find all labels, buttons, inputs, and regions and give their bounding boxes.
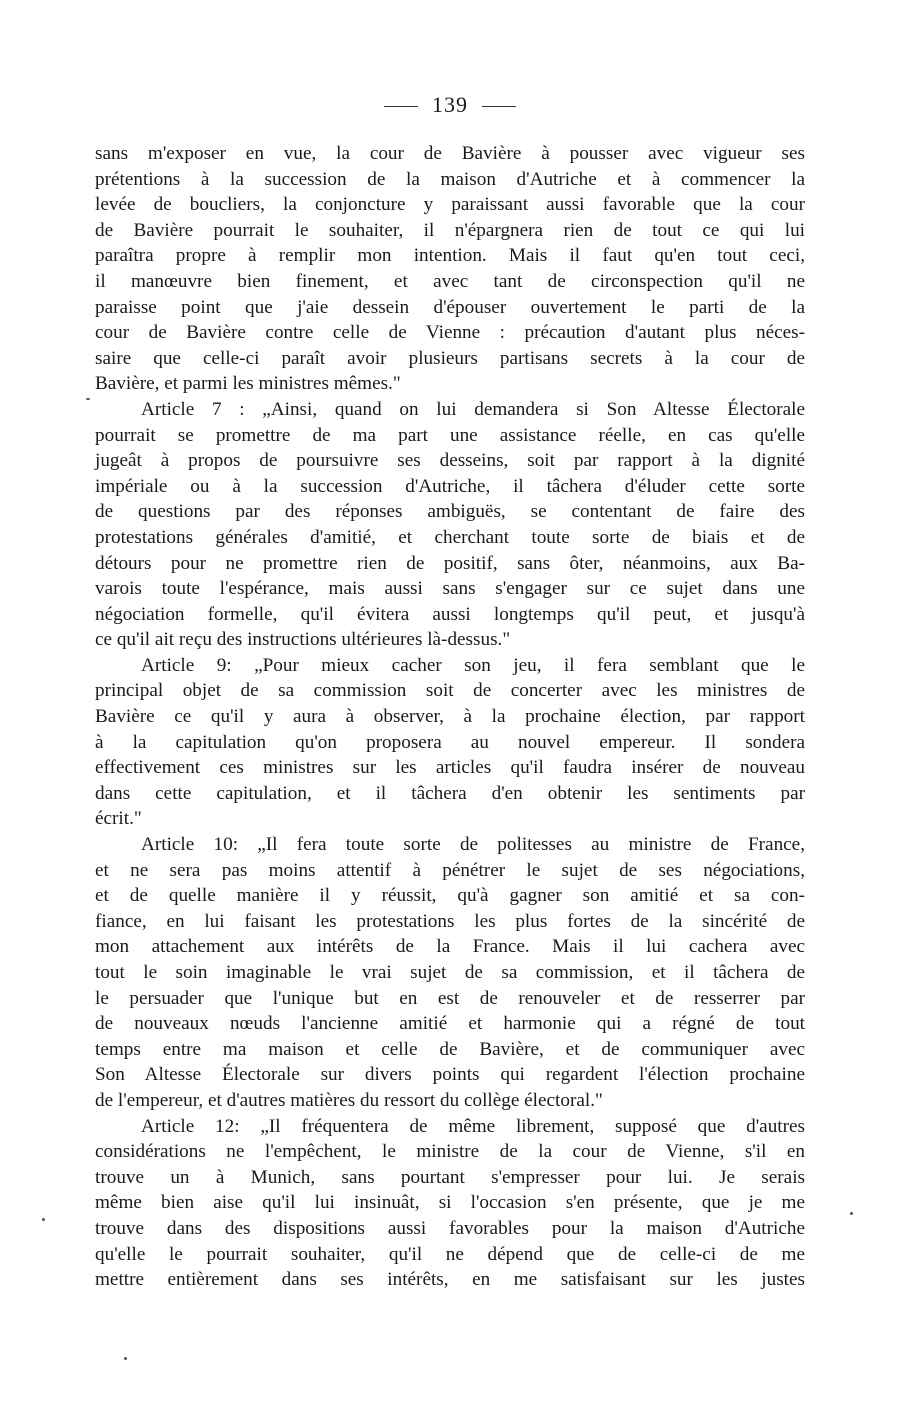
text-line: Son Altesse Électorale sur divers points qui regardent l'élection prochaine [95,1064,805,1086]
text-line: et ne sera pas moins attentif à pénétrer le sujet de ses négociations, [95,859,805,881]
text-line: prétentions à la succession de la maison d'Autriche et à commencer la [95,168,805,190]
text-line: fiance, en lui faisant les protestations les plus fortes de la sincérité de [95,910,805,932]
text-line: principal objet de sa commission soit de concerter avec les ministres de [95,680,805,702]
text-line: paraisse point que j'aie dessein d'épouser ouvertement le parti de la [95,296,805,318]
article-7-first-line: Article 7 : „Ainsi, quand on lui demandera si Son Altesse Électorale [141,398,805,420]
page-number: 139 [432,92,468,117]
text-line: jugeât à propos de poursuivre ses desseins, soit par rapport à la dignité [95,450,805,472]
article-12-first-line: Article 12: „Il fréquentera de même librement, supposé que d'autres [141,1115,805,1137]
body-text [95,141,805,1293]
text-line: à la capitulation qu'on proposera au nouvel empereur. Il sondera [95,731,805,753]
text-line: tout le soin imaginable le vrai sujet de sa commission, et il tâchera de [95,962,805,983]
text-line: de Bavière pourrait le souhaiter, il n'épargnera rien de tout ce qui lui [95,219,805,241]
text-line: effectivement ces ministres sur les articles qu'il faudra insérer de nouveau [95,757,805,779]
article-9-first-line: Article 9: „Pour mieux cacher son jeu, il fera semblant que le [141,654,805,676]
text-line: paraîtra propre à remplir mon intention. Mais il faut qu'en tout ceci, [95,245,805,267]
scan-speck [124,1357,127,1360]
text-line: cour de Bavière contre celle de Vienne : précaution d'autant plus néces- [95,322,805,344]
scan-speck [86,398,90,400]
text-line: sans m'exposer en vue, la cour de Bavière à pousser avec vigueur ses [95,143,805,164]
text-line: ce qu'il ait reçu des instructions ultérieures là-dessus." [95,629,511,651]
text-line: négociation formelle, qu'il évitera aussi longtemps qu'il peut, et jusqu'à [95,603,805,625]
text-line: mettre entièrement dans ses intérêts, en me satisfaisant sur les justes [95,1269,805,1291]
article-10-first-line: Article 10: „Il fera toute sorte de politesses au ministre de France, [141,834,805,856]
text-line: impériale ou à la succession d'Autriche, il tâchera d'éluder cette sorte [95,475,805,497]
text-line: le persuader que l'unique but en est de renouveler et de resserrer par [95,987,805,1009]
header-rule-left [384,106,418,107]
text-line: considérations ne l'empêchent, le ministre de la cour de Vienne, s'il en [95,1141,805,1163]
text-line: qu'elle le pourrait souhaiter, qu'il ne dépend que de celle-ci de me [95,1243,805,1265]
scan-speck [42,1218,45,1221]
text-line: dans cette capitulation, et il tâchera d'en obtenir les sentiments par [95,782,805,804]
text-line: et de quelle manière il y réussit, qu'à gagner son amitié et sa con- [95,885,805,907]
text-line: détours pour ne promettre rien de positif, sans ôter, néanmoins, aux Ba- [95,552,805,574]
text-line: écrit." [95,808,142,830]
text-line: mon attachement aux intérêts de la France. Mais il lui cachera avec [95,936,805,958]
text-line: trouve un à Munich, sans pourtant s'empresser pour lui. Je serais [95,1166,805,1188]
text-line: temps entre ma maison et celle de Bavière, et de communiquer avec [95,1038,805,1060]
header-rule-right [482,106,516,107]
text-line: Bavière, et parmi les ministres mêmes." [95,373,401,395]
text-line: de questions par des réponses ambiguës, se contentant de faire des [95,501,805,523]
scan-speck [850,1212,853,1215]
text-line: de nouveaux nœuds l'ancienne amitié et harmonie qui a régné de tout [95,1013,805,1035]
text-line: varois toute l'espérance, mais aussi sans s'engager sur ce sujet dans une [95,578,805,600]
text-line: levée de boucliers, la conjoncture y paraissant aussi favorable que la cour [95,194,805,216]
text-line: Bavière ce qu'il y aura à observer, à la prochaine élection, par rapport [95,706,805,728]
text-line: il manœuvre bien finement, et avec tant de circonspection qu'il ne [95,270,805,292]
text-line: trouve dans des dispositions aussi favorables pour la maison d'Autriche [95,1217,805,1239]
text-line: protestations générales d'amitié, et cherchant toute sorte de biais et de [95,526,805,548]
page-header [0,92,900,118]
text-line: de l'empereur, et d'autres matières du ressort du collège électoral." [95,1089,603,1111]
text-line: même bien aise qu'il lui insinuât, si l'occasion s'en présente, que je me [95,1192,805,1214]
text-line: saire que celle-ci paraît avoir plusieurs partisans secrets à la cour de [95,347,805,369]
text-line: pourrait se promettre de ma part une assistance réelle, en cas qu'elle [95,424,805,446]
